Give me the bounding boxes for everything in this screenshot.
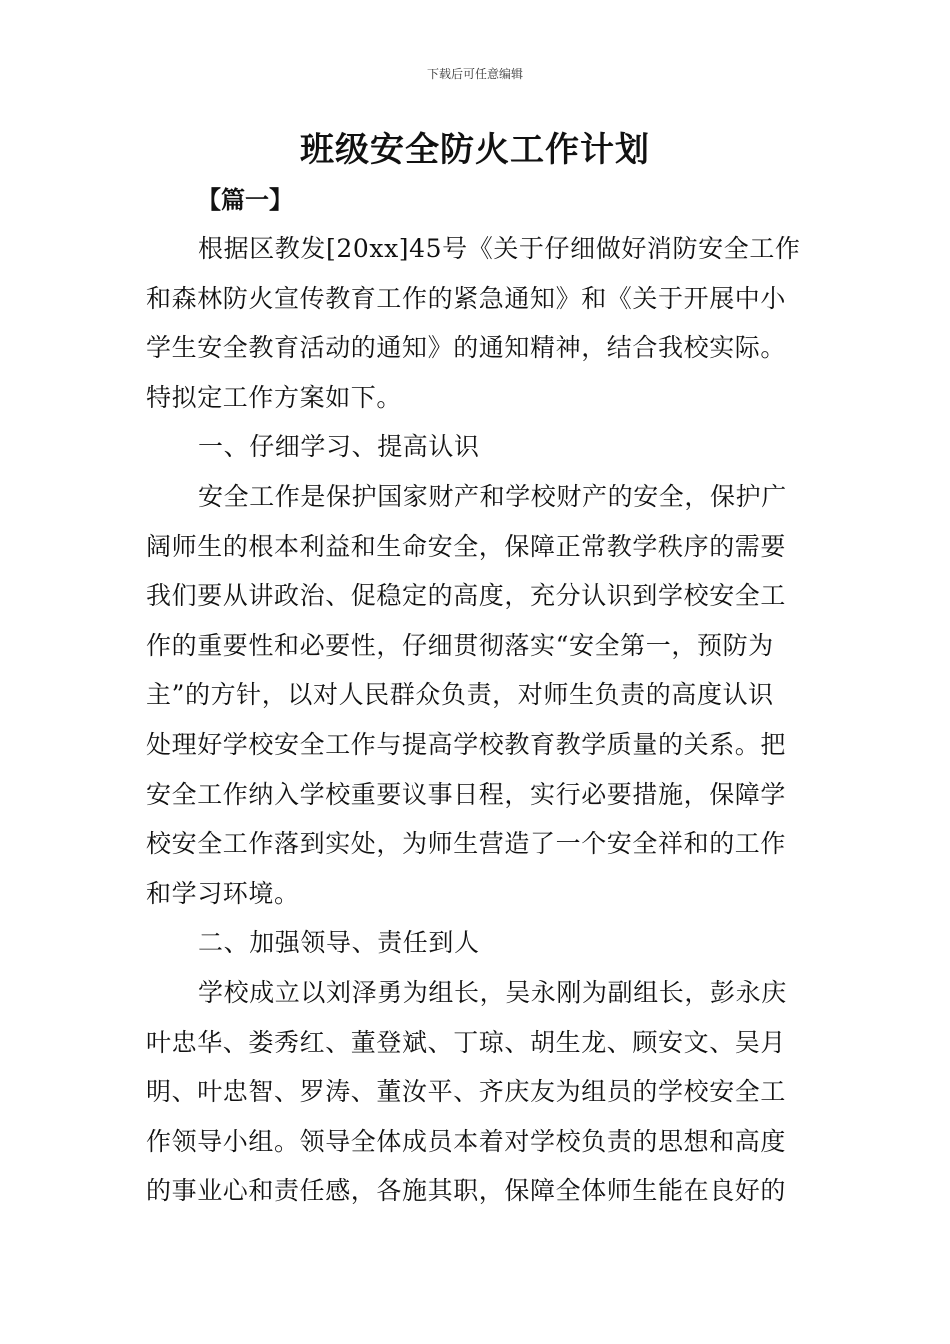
page-header-note: 下载后可任意编辑 [426,67,523,81]
paragraph-line: 的事业心和责任感，各施其职，保障全体师生能在良好的 [146,1176,787,1206]
paragraph-line: 作领导小组。领导全体成员本着对学校负责的思想和高度 [146,1126,787,1156]
paragraph-line: 叶忠华、娄秀红、董登斌、丁琼、胡生龙、顾安文、吴月 [146,1027,787,1057]
paragraph-line: 我们要从讲政治、促稳定的高度，充分认识到学校安全工 [146,581,787,611]
paragraph-line: 学生安全教育活动的通知》的通知精神，结合我校实际。 [146,333,787,363]
paragraph-line: 安全工作是保护国家财产和学校财产的安全，保护广 [198,481,787,511]
paragraph-line: 安全工作纳入学校重要议事日程，实行必要措施，保障学 [146,779,787,809]
paragraph-line: 根据区教发[20xx]45号《关于仔细做好消防安全工作 [198,234,801,263]
paragraph-line: 特拟定工作方案如下。 [146,382,403,412]
paragraph-line: 和森林防火宣传教育工作的紧急通知》和《关于开展中小 [146,283,787,313]
document-body [146,224,806,1216]
paragraph-line: 学校成立以刘泽勇为组长，吴永刚为副组长，彭永庆 [198,977,787,1007]
paragraph-line: 作的重要性和必要性，仔细贯彻落实“安全第一，预防为 [146,630,774,660]
paragraph-line: 处理好学校安全工作与提高学校教育教学质量的关系。把 [146,729,787,759]
paragraph-line: 和学习环境。 [146,878,300,908]
paragraph-line: 校安全工作落到实处，为师生营造了一个安全祥和的工作 [146,829,787,859]
section-label: 【篇一】 [197,186,293,214]
paragraph-line: 阔师生的根本利益和生命安全，保障正常教学秩序的需要 [146,531,787,561]
section-heading-2: 二、加强领导、责任到人 [198,928,480,958]
paragraph-line: 明、叶忠智、罗涛、董汝平、齐庆友为组员的学校安全工 [146,1077,787,1107]
paragraph-line: 主”的方针，以对人民群众负责，对师生负责的高度认识 [146,680,774,710]
section-heading-1: 一、仔细学习、提高认识 [198,432,480,462]
document-title: 班级安全防火工作计划 [300,130,650,170]
